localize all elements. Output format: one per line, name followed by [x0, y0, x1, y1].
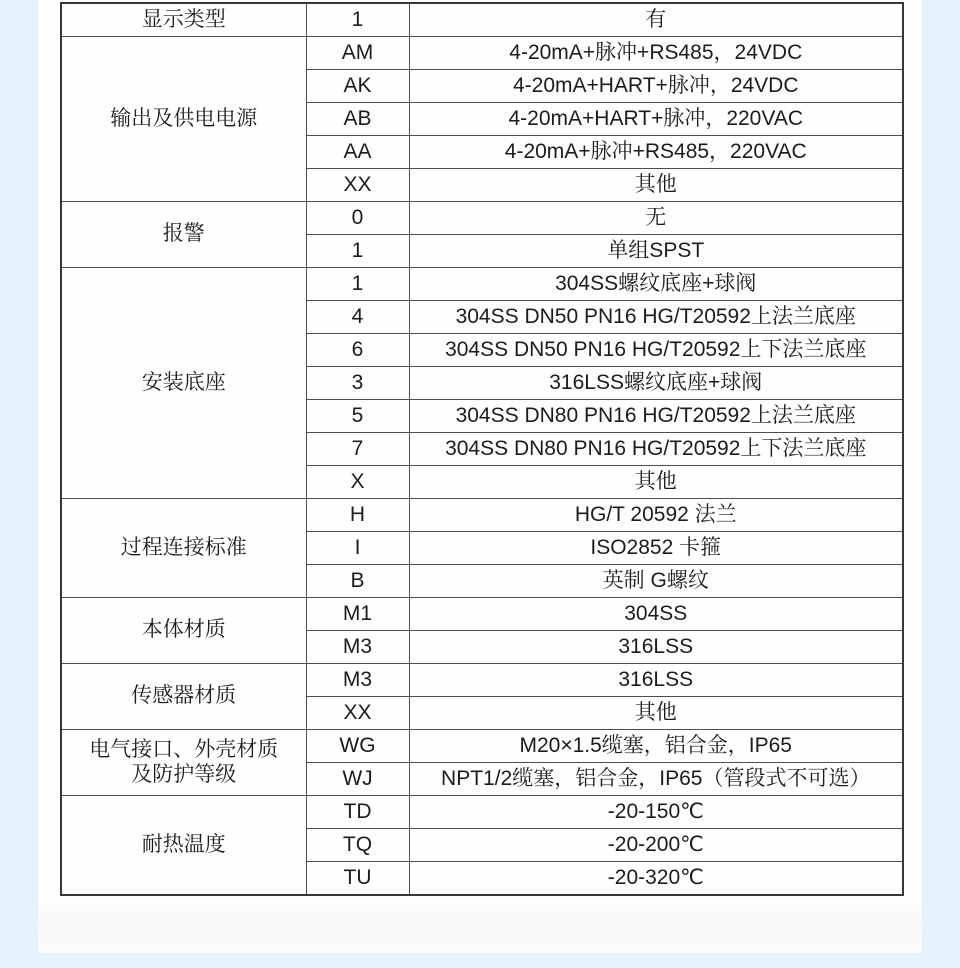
description-cell: M20×1.5缆塞，铝合金，IP65	[409, 730, 903, 763]
category-cell	[61, 796, 306, 896]
code-cell: H	[306, 499, 409, 532]
category-cell	[61, 664, 306, 730]
code-cell: M1	[306, 598, 409, 631]
category-label-line: 传感器材质	[131, 684, 237, 708]
table-row	[61, 598, 903, 631]
description-cell: 其他	[409, 169, 903, 202]
code-cell: 1	[306, 268, 409, 301]
category-cell	[61, 598, 306, 664]
code-cell: WJ	[306, 763, 409, 796]
description-cell: -20-150℃	[409, 796, 903, 829]
description-cell: HG/T 20592 法兰	[409, 499, 903, 532]
category-label-line: 过程连接标准	[120, 535, 247, 559]
code-cell: WG	[306, 730, 409, 763]
description-cell: 单组SPST	[409, 235, 903, 268]
description-cell: 无	[409, 202, 903, 235]
code-cell: AB	[306, 103, 409, 136]
code-cell: M3	[306, 631, 409, 664]
description-cell: 英制 G螺纹	[409, 565, 903, 598]
code-cell: 7	[306, 433, 409, 466]
description-cell: 316LSS螺纹底座+球阀	[409, 367, 903, 400]
description-cell: -20-320℃	[409, 862, 903, 896]
description-cell: 有	[409, 3, 903, 37]
code-cell: AM	[306, 37, 409, 70]
description-cell: 4-20mA+HART+脉冲，24VDC	[409, 70, 903, 103]
code-cell: 3	[306, 367, 409, 400]
category-label-line: 及防护等级	[131, 762, 237, 786]
description-cell: 304SS DN80 PN16 HG/T20592上法兰底座	[409, 400, 903, 433]
description-cell: 316LSS	[409, 631, 903, 664]
description-cell: 304SS	[409, 598, 903, 631]
code-cell: TD	[306, 796, 409, 829]
table-row	[61, 37, 903, 70]
spec-table	[60, 2, 904, 896]
description-cell: 其他	[409, 697, 903, 730]
code-cell: 1	[306, 235, 409, 268]
description-cell: 4-20mA+脉冲+RS485，24VDC	[409, 37, 903, 70]
description-cell: 304SS DN50 PN16 HG/T20592上下法兰底座	[409, 334, 903, 367]
description-cell: 304SS螺纹底座+球阀	[409, 268, 903, 301]
category-label-line: 本体材质	[141, 618, 226, 642]
description-cell: 304SS DN80 PN16 HG/T20592上下法兰底座	[409, 433, 903, 466]
table-row	[61, 202, 903, 235]
code-cell: 6	[306, 334, 409, 367]
table-row	[61, 796, 903, 829]
category-cell	[61, 268, 306, 499]
table-row	[61, 730, 903, 763]
table-row	[61, 499, 903, 532]
content-panel	[38, 0, 922, 953]
description-cell: 316LSS	[409, 664, 903, 697]
description-cell: ISO2852 卡箍	[409, 532, 903, 565]
code-cell: 1	[306, 3, 409, 37]
category-label-line: 电气接口、外壳材质	[89, 738, 279, 762]
description-cell: 4-20mA+脉冲+RS485，220VAC	[409, 136, 903, 169]
description-cell: -20-200℃	[409, 829, 903, 862]
code-cell: TQ	[306, 829, 409, 862]
description-cell: 其他	[409, 466, 903, 499]
category-label-line: 安装底座	[141, 370, 226, 394]
code-cell: 5	[306, 400, 409, 433]
code-cell: AA	[306, 136, 409, 169]
category-cell	[61, 202, 306, 268]
description-cell: 4-20mA+HART+脉冲，220VAC	[409, 103, 903, 136]
category-label-line: 耐热温度	[141, 832, 226, 856]
code-cell: XX	[306, 697, 409, 730]
code-cell: XX	[306, 169, 409, 202]
category-label-line: 输出及供电电源	[110, 106, 258, 130]
table-row	[61, 3, 903, 37]
code-cell: B	[306, 565, 409, 598]
code-cell: TU	[306, 862, 409, 896]
code-cell: 0	[306, 202, 409, 235]
description-cell: NPT1/2缆塞，铝合金，IP65（管段式不可选）	[409, 763, 903, 796]
category-cell	[61, 730, 306, 796]
table-row	[61, 268, 903, 301]
table-row	[61, 664, 903, 697]
code-cell: AK	[306, 70, 409, 103]
category-cell	[61, 3, 306, 37]
code-cell: I	[306, 532, 409, 565]
category-label-line: 显示类型	[141, 7, 226, 31]
code-cell: 4	[306, 301, 409, 334]
description-cell: 304SS DN50 PN16 HG/T20592上法兰底座	[409, 301, 903, 334]
category-cell	[61, 37, 306, 202]
category-cell	[61, 499, 306, 598]
code-cell: M3	[306, 664, 409, 697]
code-cell: X	[306, 466, 409, 499]
category-label-line: 报警	[162, 222, 205, 246]
